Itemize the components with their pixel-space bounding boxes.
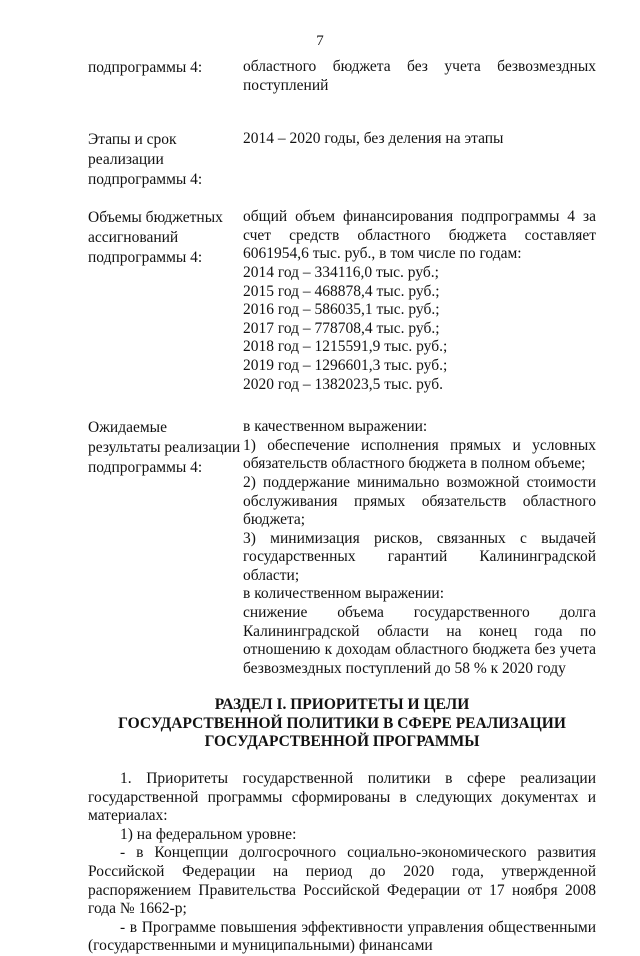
section-title-line: РАЗДЕЛ I. ПРИОРИТЕТЫ И ЦЕЛИ bbox=[214, 696, 470, 714]
passport-label: Этапы и срок реализации подпрограммы 4: bbox=[88, 131, 203, 189]
budget-year-item: 2019 год – 1296601,3 тыс. руб.; bbox=[243, 356, 448, 374]
value-line: 3) минимизация рисков, связанных с выдачей государственных гарантий Калининградской области; bbox=[243, 529, 596, 584]
budget-year-item: 2017 год – 778708,4 тыс. руб.; bbox=[243, 319, 440, 337]
passport-label: подпрограммы 4: bbox=[88, 59, 203, 76]
budget-year-item: 2020 год – 1382023,5 тыс. руб. bbox=[243, 375, 443, 393]
passport-value bbox=[243, 208, 596, 394]
passport-row-results bbox=[88, 418, 596, 678]
paragraph: 1) на федеральном уровне: bbox=[120, 825, 297, 843]
value-line: в количественном выражении: bbox=[243, 585, 445, 603]
passport-label: Ожидаемые результаты реализации подпрограммы 4: bbox=[88, 419, 241, 477]
passport-label: Объемы бюджетных ассигнований подпрограммы 4: bbox=[88, 209, 223, 267]
section-title-line: ГОСУДАРСТВЕННОЙ ПРОГРАММЫ bbox=[204, 733, 480, 751]
section-title-line: ГОСУДАРСТВЕННОЙ ПОЛИТИКИ В СФЕРЕ РЕАЛИЗАЦИИ bbox=[118, 714, 566, 732]
budget-by-year-list bbox=[243, 264, 596, 394]
budget-year-item: 2014 год – 334116,0 тыс. руб.; bbox=[243, 263, 439, 281]
value-line: 1) обеспечение исполнения прямых и условных обязательств областного бюджета в полном объеме; bbox=[243, 436, 596, 473]
budget-year-item: 2016 год – 586035,1 тыс. руб.; bbox=[243, 301, 440, 319]
document-body bbox=[88, 58, 596, 956]
budget-year-item: 2015 год – 468878,4 тыс. руб.; bbox=[243, 282, 440, 300]
paragraph: - в Программе повышения эффективности управления общественными (государственными и муниципальными) финансами bbox=[88, 918, 596, 955]
value-line: 2014 – 2020 годы, без деления на этапы bbox=[243, 130, 504, 148]
passport-value bbox=[243, 130, 596, 190]
value-line: 2) поддержание минимально возможной стоимости обслуживания прямых обязательств областного бюджета; bbox=[243, 473, 596, 529]
budget-year-item: 2018 год – 1215591,9 тыс. руб.; bbox=[243, 338, 448, 356]
passport-row-source bbox=[88, 58, 596, 95]
paragraph: 1. Приоритеты государственной политики в сфере реализации государственной программы сформированы в следующих документах и материалах: bbox=[88, 769, 596, 825]
passport-row-budget bbox=[88, 208, 596, 394]
value-line: областного бюджета без учета безвозмездных поступлений bbox=[243, 58, 596, 94]
passport-value bbox=[243, 418, 596, 678]
page-number: 7 bbox=[316, 33, 324, 49]
paragraph: - в Концепции долгосрочного социально-экономического развития Российской Федерации на период до 2020 года, утвержденной распоряжением Правительства Российской Федерации от 17 ноября 2008 года № 1662-р; bbox=[88, 844, 596, 918]
value-line: общий объем финансирования подпрограммы 4 за счет средств областного бюджета составляет 6061954,6 тыс. руб., в том числе по годам: bbox=[243, 208, 596, 263]
passport-row-stages bbox=[88, 130, 596, 190]
passport-value bbox=[243, 58, 596, 95]
section-body bbox=[88, 770, 596, 956]
section-title bbox=[88, 696, 596, 752]
value-line: в качественном выражении: bbox=[243, 418, 428, 436]
value-line: снижение объема государственного долга Калининградской области на конец года по отношению к доходам областного бюджета без учета безвозмездных поступлений до 58 % к 2020 году bbox=[243, 604, 596, 677]
